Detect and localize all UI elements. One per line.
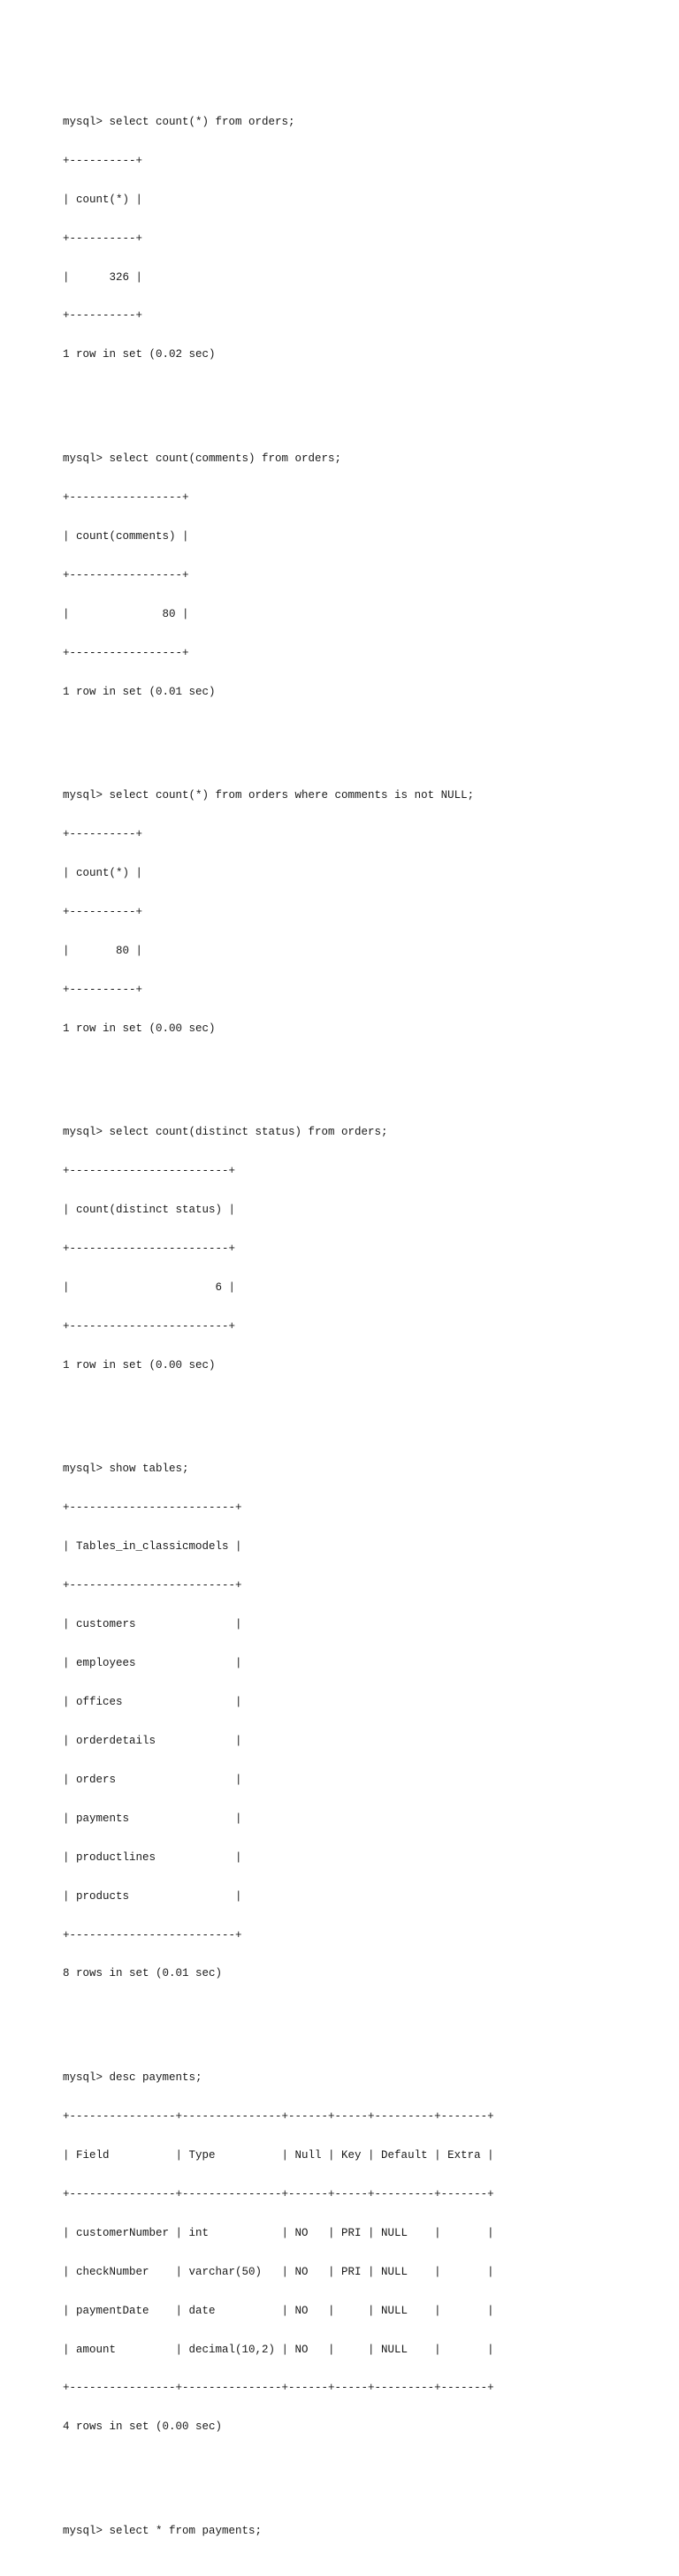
terminal-line: | products | (63, 1889, 242, 1903)
terminal-line: | payments | (63, 1812, 242, 1825)
terminal-line: | customerNumber | int | NO | PRI | NULL | | (63, 2226, 494, 2239)
terminal-line: | orderdetails | (63, 1734, 242, 1747)
terminal-line: +----------------+---------------+------+-----+---------+-------+ (63, 2382, 494, 2395)
terminal-line: mysql> select count(*) from orders; (63, 115, 295, 128)
query-block-show-tables (63, 1437, 494, 2007)
terminal-line: | orders | (63, 1773, 242, 1786)
terminal-line: | employees | (63, 1656, 242, 1669)
terminal-line: | paymentDate | date | NO | | NULL | | (63, 2304, 494, 2317)
terminal-line: +----------+ (63, 905, 143, 918)
terminal-line: | 80 | (63, 944, 143, 957)
query-block-count-distinct (63, 1100, 494, 1398)
terminal-line: | 80 | (63, 607, 189, 620)
terminal-line: 1 row in set (0.00 sec) (63, 1358, 216, 1372)
terminal-line: 1 row in set (0.01 sec) (63, 685, 216, 698)
terminal-line: +-----------------+ (63, 568, 189, 581)
terminal-line: 1 row in set (0.00 sec) (63, 1022, 216, 1035)
terminal-line: +----------+ (63, 232, 143, 245)
terminal-line: | productlines | (63, 1850, 242, 1864)
query-block-count-all (63, 89, 494, 387)
terminal-line: +-----------------+ (63, 646, 189, 659)
terminal-line: | customers | (63, 1617, 242, 1630)
terminal-line: +-------------------------+ (63, 1578, 242, 1592)
terminal-line: | amount | decimal(10,2) | NO | | NULL | | (63, 2343, 494, 2356)
terminal-line: 1 row in set (0.02 sec) (63, 348, 216, 361)
terminal-line: mysql> select count(comments) from orders; (63, 452, 342, 465)
terminal-line: | 326 | (63, 270, 143, 284)
terminal-line: | count(comments) | (63, 529, 189, 543)
terminal-line: +----------------+---------------+------+-----+---------+-------+ (63, 2109, 494, 2123)
terminal-line: +------------------------+ (63, 1164, 236, 1177)
terminal-line: mysql> show tables; (63, 1462, 189, 1475)
terminal-line: +-------------------------+ (63, 1928, 242, 1941)
query-block-desc-payments (63, 2045, 494, 2459)
query-block-count-comments (63, 426, 494, 724)
terminal-line: mysql> select * from payments; (63, 2524, 263, 2537)
terminal-line: +----------+ (63, 827, 143, 840)
terminal-line: +------------------------+ (63, 1319, 236, 1333)
terminal-line: 4 rows in set (0.00 sec) (63, 2420, 223, 2434)
terminal-line: +----------+ (63, 309, 143, 323)
mysql-terminal-output (63, 64, 494, 2576)
terminal-line: | Tables_in_classicmodels | (63, 1539, 242, 1553)
terminal-line: +------------------------+ (63, 1242, 236, 1255)
terminal-line: +-----------------+ (63, 490, 189, 504)
query-block-count-not-null (63, 763, 494, 1060)
query-block-select-payments (63, 2498, 494, 2563)
terminal-line: mysql> select count(distinct status) from orders; (63, 1125, 388, 1138)
terminal-line: | count(*) | (63, 866, 143, 879)
terminal-line: mysql> desc payments; (63, 2071, 202, 2084)
terminal-line: | 6 | (63, 1280, 236, 1294)
terminal-line: | offices | (63, 1695, 242, 1708)
terminal-line: | checkNumber | varchar(50) | NO | PRI | NULL | | (63, 2265, 494, 2278)
terminal-line: | count(distinct status) | (63, 1203, 236, 1216)
terminal-line: +----------+ (63, 154, 143, 167)
terminal-line: +----------+ (63, 983, 143, 996)
terminal-line: mysql> select count(*) from orders where comments is not NULL; (63, 788, 475, 802)
terminal-line: +----------------+---------------+------+-----+---------+-------+ (63, 2187, 494, 2200)
terminal-line: 8 rows in set (0.01 sec) (63, 1967, 223, 1980)
terminal-line: +-------------------------+ (63, 1501, 242, 1514)
terminal-line: | Field | Type | Null | Key | Default | Extra | (63, 2148, 494, 2162)
terminal-line: | count(*) | (63, 193, 143, 206)
